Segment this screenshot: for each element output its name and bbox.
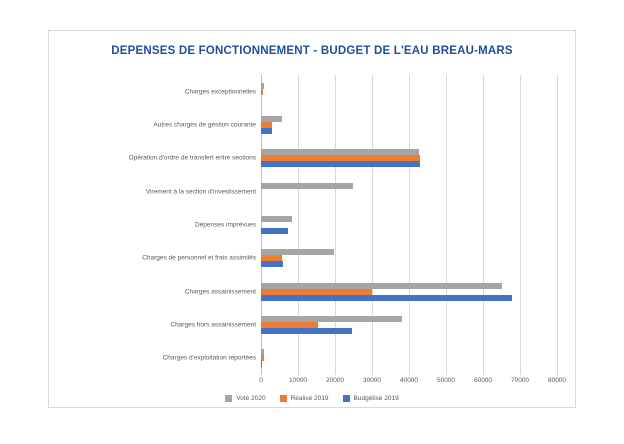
legend-swatch	[225, 395, 232, 402]
bar-groups	[128, 75, 557, 375]
category-label: Opération d'ordre de transfert entre sections	[128, 154, 256, 162]
x-tick-label: 40000	[399, 377, 419, 384]
plot-area	[128, 75, 557, 375]
bar	[261, 295, 512, 301]
category-label: Charges hors assainissement	[170, 321, 256, 329]
chart-container	[48, 30, 576, 408]
legend-swatch	[343, 395, 350, 402]
bar-group	[184, 75, 557, 108]
bar	[261, 328, 352, 334]
x-axis-tick-labels	[259, 377, 567, 391]
chart-legend	[49, 395, 575, 402]
bar	[261, 89, 263, 95]
bar-group	[184, 275, 557, 308]
bar-group	[128, 142, 557, 175]
category-label: Dépenses imprévues	[194, 221, 256, 229]
legend-label: Réalisé 2019	[290, 395, 329, 402]
bar	[261, 361, 262, 367]
bar	[261, 128, 272, 134]
x-tick-label: 20000	[325, 377, 345, 384]
legend-item	[343, 395, 399, 402]
legend-label: Budgétisé 2019	[353, 395, 399, 402]
chart-title: DEPENSES DE FONCTIONNEMENT - BUDGET DE L'EAU BREAU-MARS	[111, 45, 513, 57]
category-label: Charges exceptionnelles	[184, 88, 256, 96]
legend-item	[225, 395, 265, 402]
bar	[261, 183, 353, 189]
bar-group	[194, 208, 557, 241]
x-tick-label: 60000	[473, 377, 493, 384]
bar	[261, 261, 283, 267]
category-label: Charges de personnel et frais assimilés	[142, 254, 256, 262]
bar-group	[145, 175, 557, 208]
bar	[261, 216, 292, 222]
category-label: Virement à la section d'investissement	[145, 188, 256, 196]
gridline	[557, 75, 558, 375]
x-tick-label: 0	[259, 377, 263, 384]
bar-group	[142, 242, 557, 275]
x-tick-label: 70000	[510, 377, 530, 384]
x-tick-label: 10000	[288, 377, 308, 384]
x-tick-label: 50000	[436, 377, 456, 384]
bar-group	[170, 308, 557, 341]
bar	[261, 228, 288, 234]
legend-label: Voté 2020	[236, 395, 266, 402]
legend-item	[280, 395, 329, 402]
bar	[261, 161, 420, 167]
x-tick-label: 80000	[547, 377, 567, 384]
category-label: Charges assainissement	[184, 288, 256, 296]
category-label: Charges d'exploitation reportées	[162, 354, 256, 362]
category-label: Autres charges de gestion courante	[153, 121, 256, 129]
bar-group	[162, 342, 557, 375]
legend-swatch	[280, 395, 287, 402]
x-tick-label: 30000	[362, 377, 382, 384]
bar-group	[153, 108, 557, 141]
